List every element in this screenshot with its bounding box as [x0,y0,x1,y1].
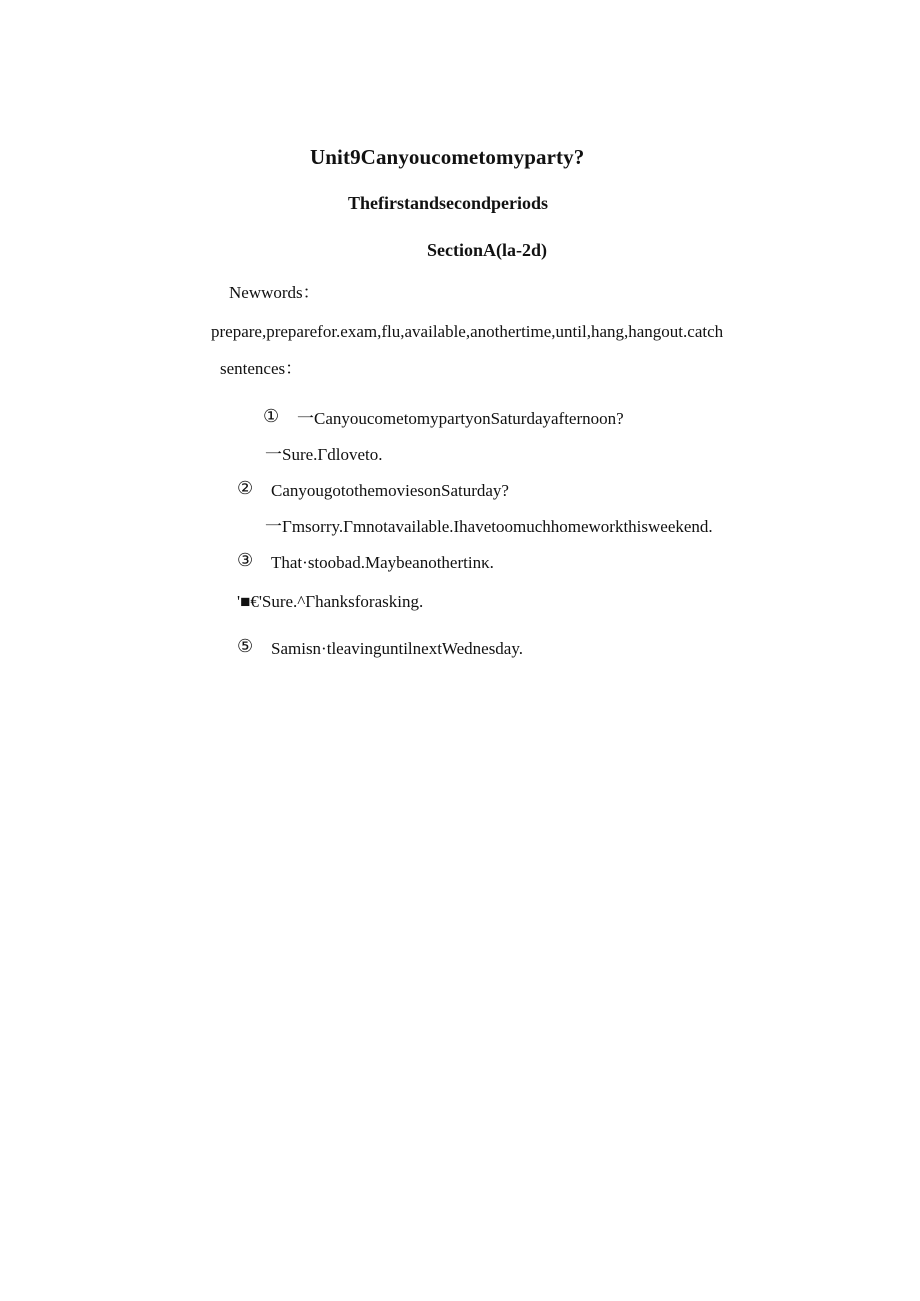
sentences-label: sentences： [220,359,303,378]
new-words-label: Newwords： [229,283,320,302]
list-marker: ① [263,406,280,427]
sentence-item: '■€'Sure.^Γhanksforasking. [237,592,424,611]
section-heading: SectionA(la-2d) [427,240,547,260]
new-words-list: prepare,preparefor.exam,flu,available,anothertime,until,hang,hangout.catch [211,322,724,341]
list-marker: ② [237,478,254,499]
list-marker: ③ [237,550,254,571]
document-subtitle: Thefirstandsecondperiods [348,193,549,213]
sentence-item: 一Γmsorry.Γmnotavailable.Ihavetoomuchhomeworkthisweekend. [265,517,713,536]
sentence-item: 一Sure.Γdloveto. [265,445,383,464]
document-title: Unit9Canyoucometomyparty? [310,145,585,169]
list-marker: ⑤ [237,636,254,657]
sentence-item: Samisn·tleavinguntilnextWednesday. [271,639,524,658]
sentence-item: 一CanyoucometomypartyonSaturdayafternoon? [297,409,624,428]
sentence-item: CanyougotothemoviesonSaturday? [271,481,509,500]
sentence-item: That·stoobad.Maybeanothertinκ. [271,553,494,572]
